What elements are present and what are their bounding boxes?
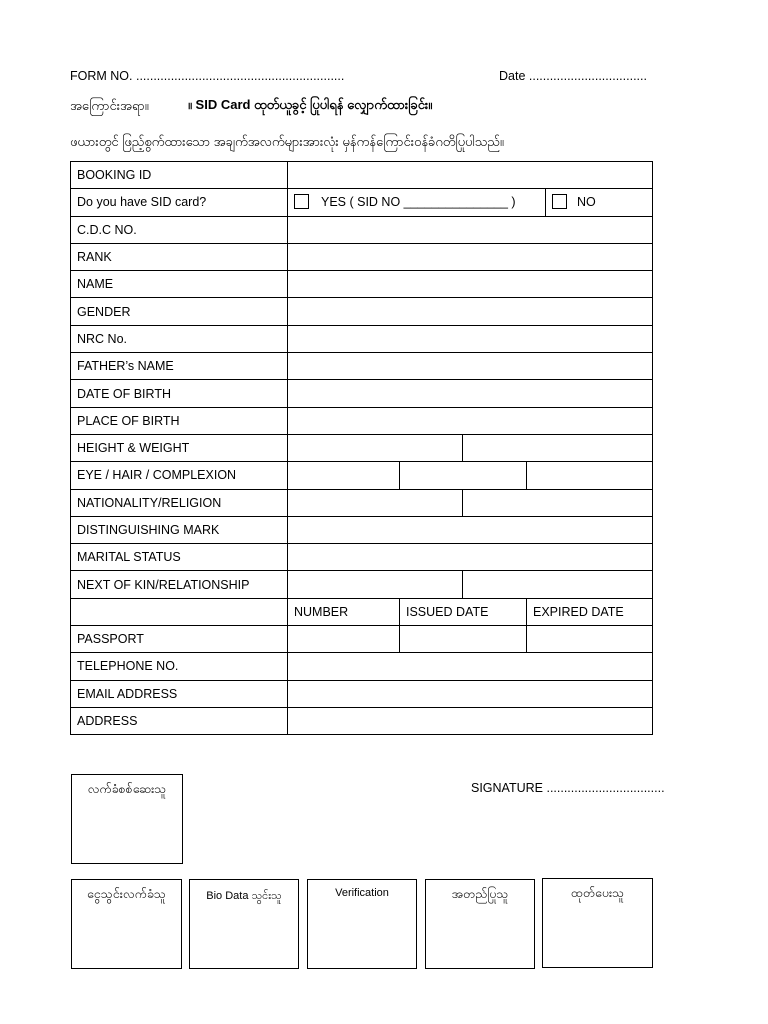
table-row [71, 162, 653, 189]
table-row [71, 216, 653, 243]
place-of-birth-label: PLACE OF BIRTH [71, 407, 288, 434]
table-row [71, 434, 653, 461]
email-field[interactable] [288, 680, 653, 707]
marital-status-label: MARITAL STATUS [71, 544, 288, 571]
cdc-no-field[interactable] [288, 216, 653, 243]
signature-line: SIGNATURE .................................. [471, 781, 665, 795]
height-field[interactable] [288, 434, 463, 461]
table-row [71, 680, 653, 707]
table-row [71, 325, 653, 352]
email-label: EMAIL ADDRESS [71, 680, 288, 707]
eye-hair-complexion-label: EYE / HAIR / COMPLEXION [71, 462, 288, 489]
nrc-no-field[interactable] [288, 325, 653, 352]
issued-date-column-header: ISSUED DATE [400, 598, 527, 625]
table-row [71, 598, 653, 625]
sid-no-option[interactable] [546, 189, 653, 216]
weight-field[interactable] [463, 434, 653, 461]
marital-status-field[interactable] [288, 544, 653, 571]
checker-label: လက်ခံစစ်ဆေးသူ [87, 782, 167, 796]
table-row [71, 489, 653, 516]
table-row [71, 407, 653, 434]
table-row [71, 571, 653, 598]
table-row [71, 544, 653, 571]
height-weight-label: HEIGHT & WEIGHT [71, 434, 288, 461]
sid-yes-checkbox[interactable] [294, 194, 309, 209]
table-row [71, 189, 653, 216]
gender-label: GENDER [71, 298, 288, 325]
booking-id-field[interactable] [288, 162, 653, 189]
place-of-birth-field[interactable] [288, 407, 653, 434]
cdc-no-label: C.D.C NO. [71, 216, 288, 243]
passport-number-field[interactable] [288, 626, 400, 653]
table-row [71, 271, 653, 298]
application-form-table [70, 161, 653, 735]
date-field: Date .................................. [499, 69, 647, 83]
gender-field[interactable] [288, 298, 653, 325]
payment-receiver-label: ငွေသွင်းလက်ခံသူ [87, 887, 166, 901]
form-number: FORM NO. ............................................................ [70, 69, 345, 83]
hair-field[interactable] [400, 462, 527, 489]
complexion-field[interactable] [527, 462, 653, 489]
nationality-religion-label: NATIONALITY/RELIGION [71, 489, 288, 516]
eye-field[interactable] [288, 462, 400, 489]
name-field[interactable] [288, 271, 653, 298]
booking-id-label: BOOKING ID [71, 162, 288, 189]
sid-yes-option[interactable] [288, 189, 546, 216]
date-of-birth-label: DATE OF BIRTH [71, 380, 288, 407]
passport-label: PASSPORT [71, 626, 288, 653]
nationality-field[interactable] [288, 489, 463, 516]
next-of-kin-field[interactable] [288, 571, 463, 598]
passport-expired-date-field[interactable] [527, 626, 653, 653]
sid-card-question: Do you have SID card? [71, 189, 288, 216]
religion-field[interactable] [463, 489, 653, 516]
verification-box[interactable] [307, 879, 417, 969]
table-row [71, 243, 653, 270]
table-row [71, 653, 653, 680]
telephone-field[interactable] [288, 653, 653, 680]
table-row [71, 462, 653, 489]
table-row [71, 516, 653, 543]
rank-field[interactable] [288, 243, 653, 270]
sid-no-label: NO [577, 194, 596, 209]
fathers-name-label: FATHER’s NAME [71, 353, 288, 380]
telephone-label: TELEPHONE NO. [71, 653, 288, 680]
date-of-birth-field[interactable] [288, 380, 653, 407]
address-field[interactable] [288, 707, 653, 734]
next-of-kin-label: NEXT OF KIN/RELATIONSHIP [71, 571, 288, 598]
table-row [71, 353, 653, 380]
declaration-text: ဖယားတွင် ဖြည့်စွက်ထားသော အချက်အလက်များအားလုံး မှန်ကန်ကြောင်းဝန်ခံဂတိပြုပါသည်။ [70, 134, 504, 149]
subject-prefix: အကြောင်းအရာ။ [70, 98, 149, 113]
issuer-box[interactable] [542, 878, 653, 968]
table-row [71, 298, 653, 325]
subject-title: ။ SID Card ထုတ်ယူခွင့် ပြုပါရန် လျှောက်ထားခြင်း။ [188, 97, 433, 112]
issuer-label: ထုတ်ပေးသူ [570, 886, 625, 900]
relationship-field[interactable] [463, 571, 653, 598]
rank-label: RANK [71, 243, 288, 270]
address-label: ADDRESS [71, 707, 288, 734]
passport-header-blank [71, 598, 288, 625]
nrc-no-label: NRC No. [71, 325, 288, 352]
payment-receiver-box[interactable] [71, 879, 182, 969]
expired-date-column-header: EXPIRED DATE [527, 598, 653, 625]
checker-box[interactable] [71, 774, 183, 864]
sid-no-checkbox[interactable] [552, 194, 567, 209]
sid-yes-label: YES ( SID NO _______________ ) [321, 194, 516, 209]
distinguishing-mark-label: DISTINGUISHING MARK [71, 516, 288, 543]
number-column-header: NUMBER [288, 598, 400, 625]
verification-label: Verification [335, 887, 389, 899]
table-row [71, 626, 653, 653]
approver-label: အတည်ပြုသူ [451, 887, 509, 901]
fathers-name-field[interactable] [288, 353, 653, 380]
bio-data-entry-label: Bio Data သွင်းသူ [206, 890, 282, 902]
approver-box[interactable] [425, 879, 535, 969]
distinguishing-mark-field[interactable] [288, 516, 653, 543]
passport-issued-date-field[interactable] [400, 626, 527, 653]
table-row [71, 380, 653, 407]
bio-data-entry-box[interactable] [189, 879, 299, 969]
name-label: NAME [71, 271, 288, 298]
table-row [71, 707, 653, 734]
